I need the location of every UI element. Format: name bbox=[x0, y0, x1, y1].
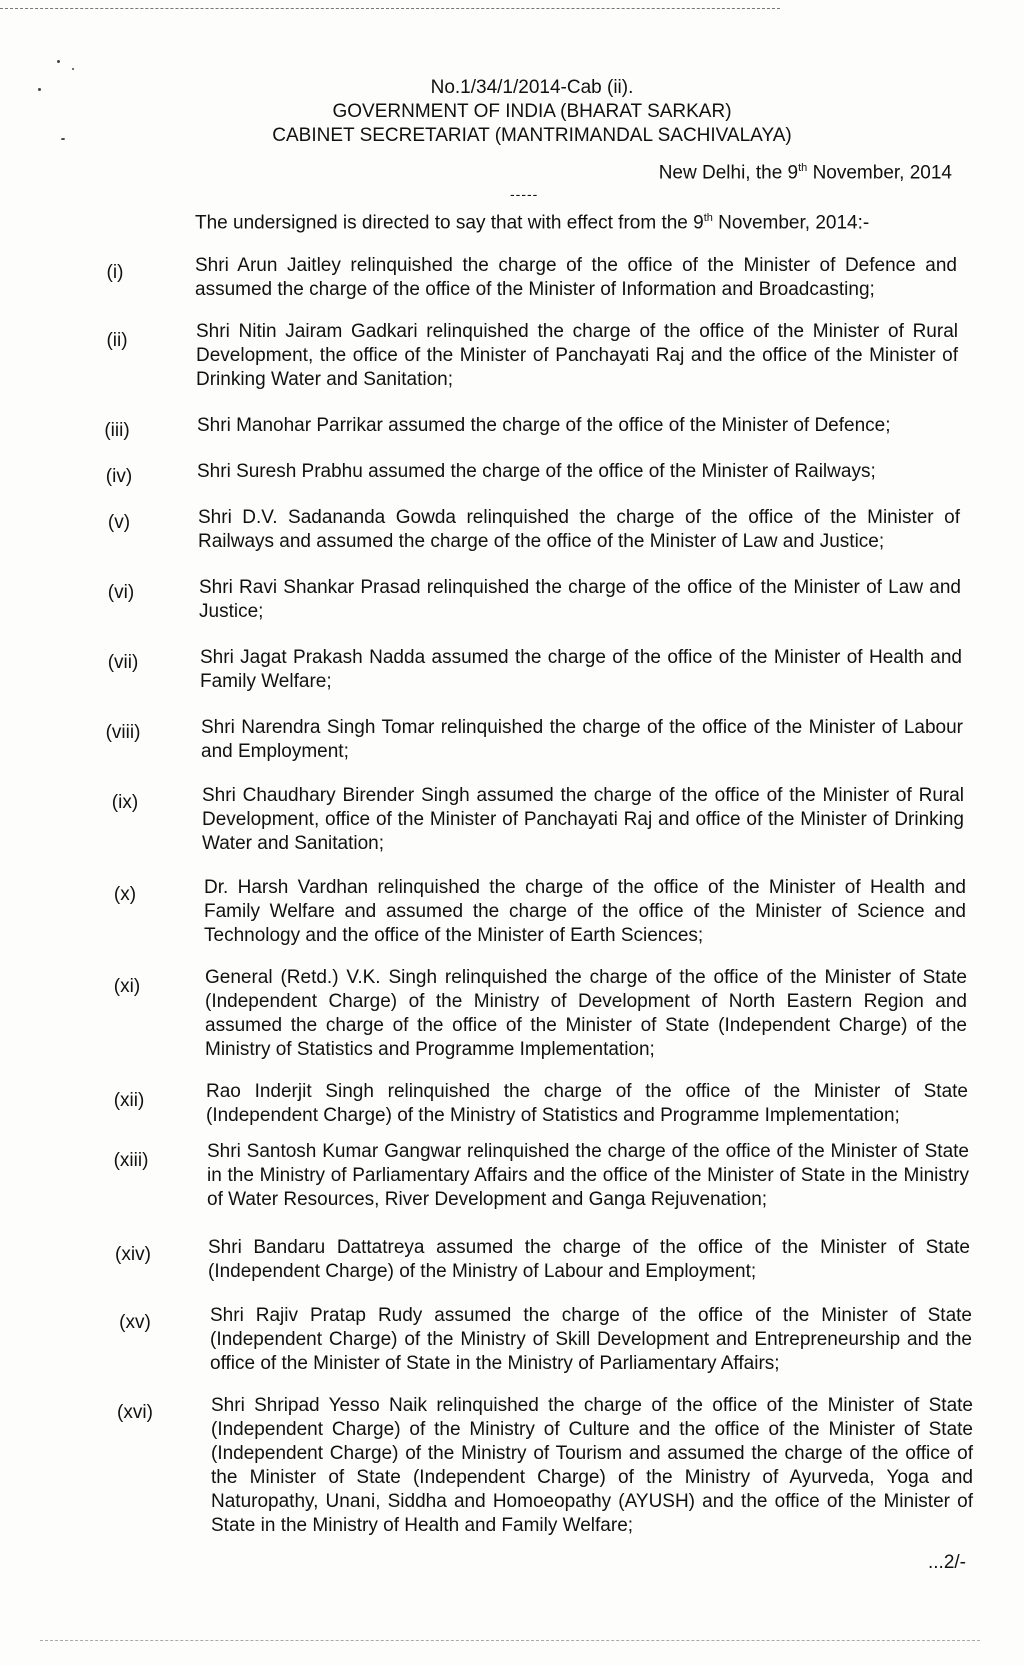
item-text: Rao Inderjit Singh relinquished the charge of the office of the Minister of State (Independent Charge) of the Ministry of Statistics and Programme Implementation; bbox=[206, 1081, 968, 1126]
item-text: Shri Narendra Singh Tomar relinquished the charge of the office of the Minister of Labour and Employment; bbox=[201, 717, 963, 762]
item-text: Shri Santosh Kumar Gangwar relinquished the charge of the office of the Minister of State in the Ministry of Parliamentary Affairs and the office of the Minister of State in the Ministry of Water Resources, River Development and Ganga Rejuvenation; bbox=[207, 1141, 969, 1210]
item-number: (viii) bbox=[105, 722, 141, 743]
item-text: Shri Ravi Shankar Prasad relinquished the charge of the office of the Minister of Law and Justice; bbox=[199, 577, 961, 622]
separator: ----- bbox=[510, 186, 539, 202]
item-number: (xvi) bbox=[117, 1402, 153, 1423]
scan-speck bbox=[57, 60, 60, 63]
item-number: (v) bbox=[107, 512, 131, 533]
item-number: (ix) bbox=[111, 792, 139, 813]
item-number: (vii) bbox=[107, 652, 139, 673]
item-number: (xi) bbox=[113, 976, 141, 997]
item-text: Shri Chaudhary Birender Singh assumed the charge of the office of the Minister of Rural Development, office of the Minister of Panchayati Raj and office of the Minister of Drinking Water and Sanitation; bbox=[202, 785, 964, 854]
scan-border-top bbox=[0, 8, 780, 9]
scan-speck bbox=[72, 68, 74, 70]
scan-border-bottom bbox=[40, 1640, 980, 1641]
item-text: Shri Nitin Jairam Gadkari relinquished the charge of the office of the Minister of Rural Development, the office of the Minister of Panchayati Raj and the office of the Minister of Drinking Water and Sanitation; bbox=[196, 321, 958, 390]
item-number: (ii) bbox=[106, 330, 128, 351]
file-number: No.1/34/1/2014-Cab (ii). bbox=[430, 77, 634, 98]
item-text: Shri Shripad Yesso Naik relinquished the charge of the office of the Minister of State (Independent Charge) of the Ministry of Culture and the office of the Minister of State (Independent Charge) of the Ministry of Tourism and assumed the charge of the office of the Minister of State (Independent Charge) of the Ministry of Ayurveda, Yoga and Naturopathy, Unani, Siddha and Homoeopathy (AYUSH) and the office of the Minister of State in the Ministry of Health and Family Welfare; bbox=[211, 1395, 973, 1536]
item-text: Shri Suresh Prabhu assumed the charge of the office of the Minister of Railways; bbox=[197, 461, 876, 482]
page-continuation: ...2/- bbox=[927, 1552, 966, 1573]
document-header bbox=[0, 76, 1024, 148]
item-text: Shri Rajiv Pratap Rudy assumed the charge of the office of the Minister of State (Independent Charge) of the Ministry of Skill Development and Entrepreneurship and the office of the Minister of State in the Ministry of Parliamentary Affairs; bbox=[210, 1305, 972, 1374]
item-text: Shri Arun Jaitley relinquished the charge of the office of the Minister of Defence and assumed the charge of the office of the Minister of Information and Broadcasting; bbox=[195, 255, 957, 300]
dateline: New Delhi, the 9th November, 2014 bbox=[658, 162, 952, 184]
item-number: (vi) bbox=[107, 582, 135, 603]
item-number: (xiv) bbox=[115, 1244, 151, 1265]
department-line: CABINET SECRETARIAT (MANTRIMANDAL SACHIVALAYA) bbox=[272, 125, 792, 146]
item-text: Dr. Harsh Vardhan relinquished the charge of the office of the Minister of Health and Family Welfare and assumed the charge of the office of the Minister of Science and Technology and the office of the Minister of Earth Sciences; bbox=[204, 877, 966, 946]
government-line: GOVERNMENT OF INDIA (BHARAT SARKAR) bbox=[332, 101, 732, 122]
item-number: (xiii) bbox=[113, 1150, 149, 1171]
item-number: (i) bbox=[106, 262, 124, 283]
item-text: Shri D.V. Sadananda Gowda relinquished the charge of the office of the Minister of Railways and assumed the charge of the office of the Minister of Law and Justice; bbox=[198, 507, 960, 552]
item-number: (x) bbox=[113, 884, 137, 905]
intro-paragraph: The undersigned is directed to say that with effect from the 9th November, 2014:- bbox=[195, 212, 870, 234]
item-text: Shri Bandaru Dattatreya assumed the charge of the office of the Minister of State (Independent Charge) of the Ministry of Labour and Employment; bbox=[208, 1237, 970, 1282]
item-number: (xv) bbox=[119, 1312, 151, 1333]
item-number: (xii) bbox=[113, 1090, 145, 1111]
item-number: (iv) bbox=[105, 466, 133, 487]
item-text: Shri Jagat Prakash Nadda assumed the charge of the office of the Minister of Health and Family Welfare; bbox=[200, 647, 962, 692]
item-text: General (Retd.) V.K. Singh relinquished the charge of the office of the Minister of State (Independent Charge) of the Ministry of Development of North Eastern Region and assumed the charge of the office of the Minister of State (Independent Charge) of the Ministry of Statistics and Programme Implementation; bbox=[205, 967, 967, 1060]
item-number: (iii) bbox=[104, 420, 130, 441]
item-text: Shri Manohar Parrikar assumed the charge of the office of the Minister of Defence; bbox=[197, 415, 891, 436]
